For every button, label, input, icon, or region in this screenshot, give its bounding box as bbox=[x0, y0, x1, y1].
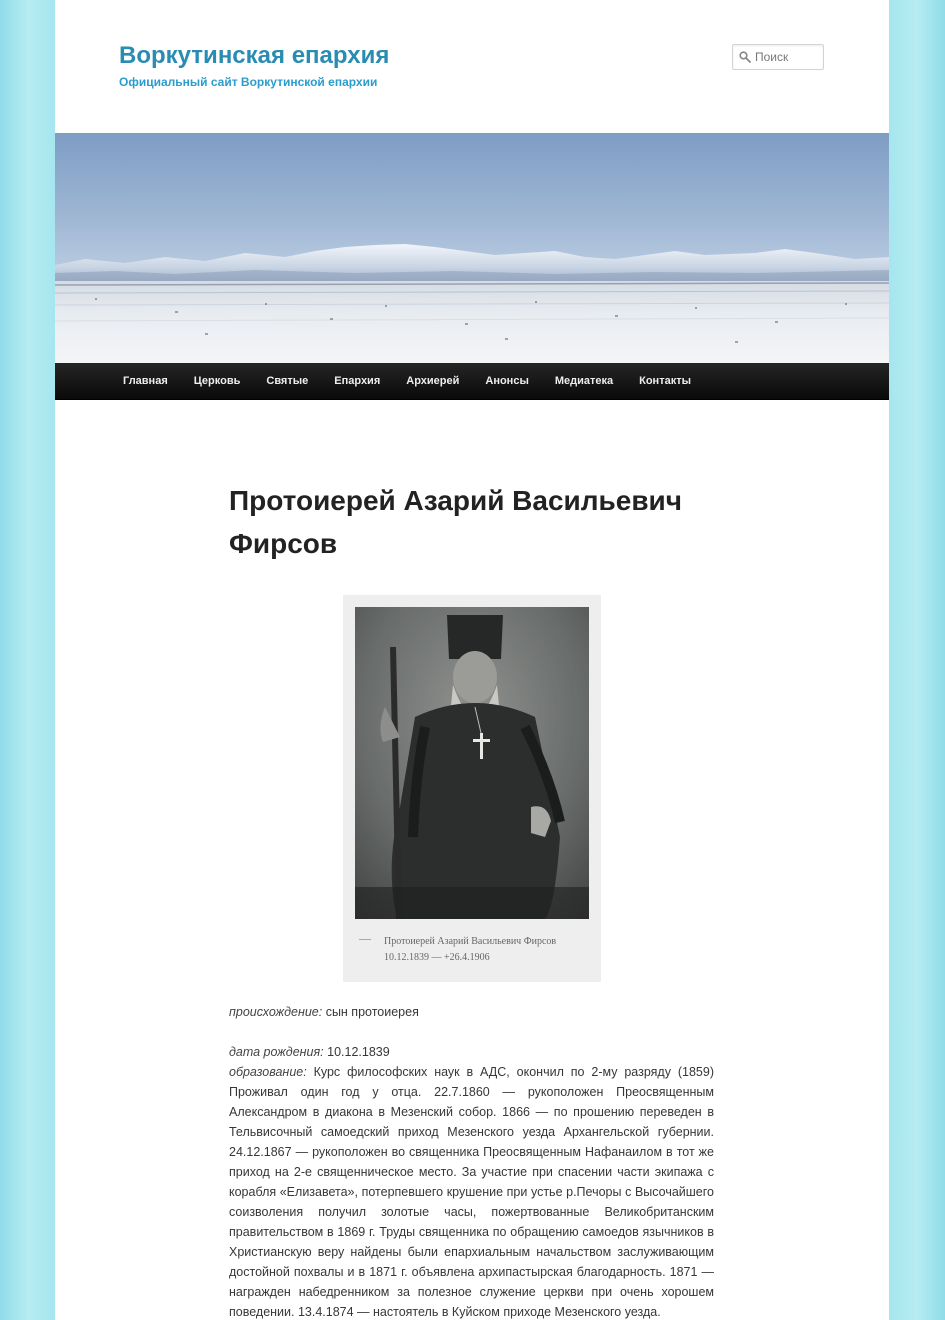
birth-value: 10.12.1839 bbox=[323, 1045, 390, 1059]
caption-name: Протоиерей Азарий Васильевич Фирсов bbox=[384, 936, 557, 947]
birth-label: дата рождения: bbox=[229, 1045, 324, 1059]
article-content bbox=[229, 1002, 714, 1320]
search-icon bbox=[739, 51, 751, 63]
search-input[interactable] bbox=[755, 48, 821, 66]
page bbox=[55, 0, 889, 1320]
caption-dates: 10.12.1839 — +26.4.1906 bbox=[384, 952, 490, 963]
origin-value: сын протоиерея bbox=[322, 1005, 419, 1019]
origin-paragraph bbox=[229, 1002, 714, 1022]
education-value: Курс философских наук в АДС, окончил по 2-му разряду (1859) Проживал один год у отца. 22.7.1860 — рукоположен Преосвященным Александром в диакона в Мезенский собор. 1866 — по прошению переведен в Тельвисочный самоедский приход Мезенского уезда Архангельской губернии. 24.12.1867 — рукоположен во священника Преосвященным Нафанаилом в тот же приход на 2-е священническое место. За участие при спасении части экипажа с корабля «Елизавета», потерпевшего крушение при устье р.Печоры с Высочайшего соизволения получил золотые часы, пожертвованные Великобританским правительством в 1869 г. Труды священника по обращению самоедов язычников в Христианскую веру найдены были епархиальным начальством заслуживающим достойной похвалы и в 1871 г. объявлена архипастырская благодарность. 1871 — награжден набедренником за полезное служение церкви при очень хорошем поведении. 13.4.1874 — настоятель в Куйском приходе Мезенского уезда. bbox=[229, 1065, 714, 1319]
figure-caption bbox=[384, 934, 594, 966]
page-title: Протоиерей Азарий Васильевич Фирсов bbox=[229, 485, 683, 560]
nav-item-media[interactable]: Медиатека bbox=[554, 375, 614, 387]
origin-label: происхождение: bbox=[229, 1005, 323, 1019]
nav-item-home[interactable]: Главная bbox=[123, 375, 168, 387]
header-image bbox=[55, 133, 889, 363]
portrait-photo[interactable] bbox=[355, 607, 589, 919]
nav-item-saints[interactable]: Святые bbox=[266, 375, 309, 387]
nav-item-announcements[interactable]: Анонсы bbox=[485, 375, 529, 387]
caption-dash: — bbox=[359, 931, 371, 945]
search-box[interactable] bbox=[732, 44, 824, 70]
nav-item-bishop[interactable]: Архиерей bbox=[406, 375, 460, 387]
nav-item-eparchy[interactable]: Епархия bbox=[334, 375, 381, 387]
main-navigation bbox=[55, 363, 889, 400]
education-label: образование: bbox=[229, 1065, 307, 1079]
site-description: Официальный сайт Воркутинской епархии bbox=[119, 75, 378, 89]
nav-item-church[interactable]: Церковь bbox=[193, 375, 241, 387]
education-paragraph bbox=[229, 1062, 714, 1320]
birth-paragraph bbox=[229, 1042, 714, 1062]
portrait-figure bbox=[343, 595, 601, 982]
site-title[interactable]: Воркутинская епархия bbox=[119, 42, 390, 69]
nav-item-contacts[interactable]: Контакты bbox=[639, 375, 691, 387]
